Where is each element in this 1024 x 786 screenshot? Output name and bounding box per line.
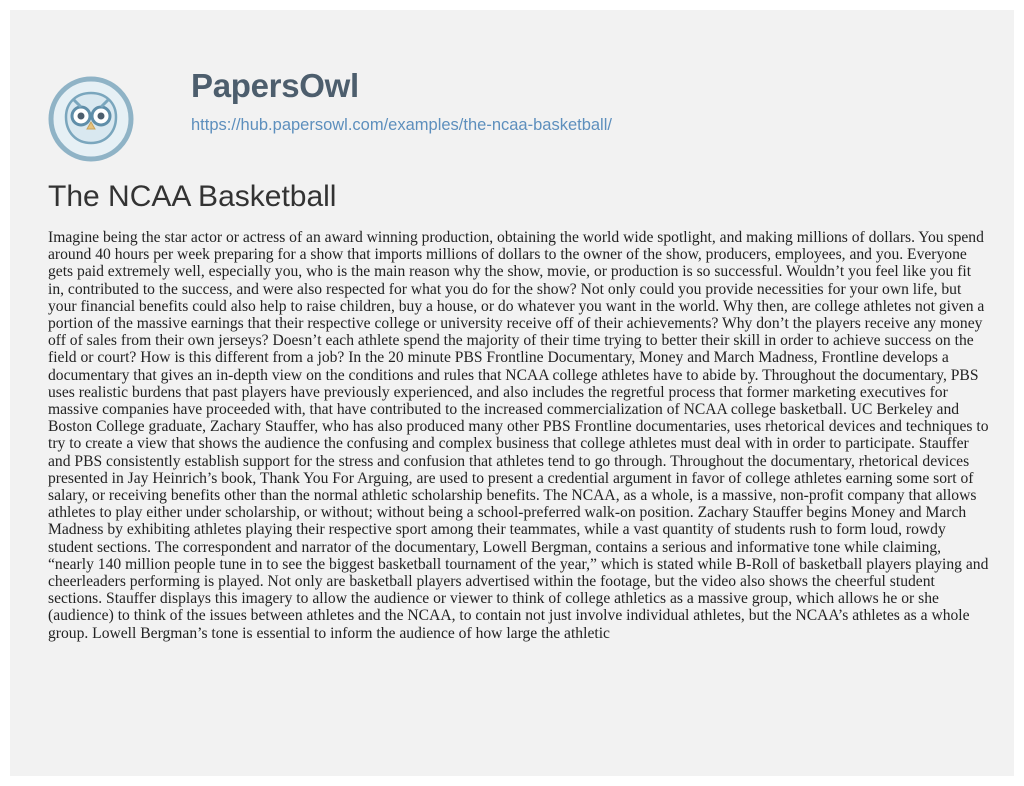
site-header [48,54,988,164]
article-url-link[interactable]: https://hub.papersowl.com/examples/the-ncaa-basketball/ [191,116,612,134]
owl-logo-icon [48,76,134,162]
page-background [10,10,1014,776]
article-title: The NCAA Basketball [48,180,337,213]
brand-name: PapersOwl [191,67,359,104]
article-body: Imagine being the star actor or actress of an award winning production, obtaining the world wide spotlight, and making millions of dollars. You spend around 40 hours per week preparing for a show that imports millions of dollars to the owner of the show, producers, employees, and you. Everyone gets paid extremely well, especially you, who is the main reason why the show, movie, or production is so successful. Wouldn’t you feel like you fit in, contributed to the success, and were also respected for what you do for the show? Not only could you provide necessities for your own life, but your financial benefits could also help to raise children, buy a house, or do whatever you want in the world. Why then, are college athletes not given a portion of the massive earnings that their respective college or university receive off of their achievements? Why don’t the players receive any money off of sales from their own jerseys? Doesn’t each athlete spend the majority of their time trying to better their skill in order to achieve success on the field or court? How is this different from a job? In the 20 minute PBS Frontline Documentary, Money and March Madness, Frontline develops a documentary that gives an in-depth view on the conditions and rules that NCAA college athletes have to abide by. Throughout the documentary, PBS uses realistic burdens that past players have previously experienced, and also includes the regretful process that former marketing executives for massive companies have proceeded with, that have contributed to the increased commercialization of NCAA college basketball. UC Berkeley and Boston College graduate, Zachary Stauffer, who has also produced many other PBS Frontline documentaries, uses rhetorical devices and techniques to try to create a view that shows the audience the confusing and complex business that college athletes must deal with in order to participate. Stauffer and PBS consistently establish support for the stress and confusion that athletes tend to go through. Throughout the documentary, rhetorical devices presented in Jay Heinrich’s book, Thank You For Arguing, are used to present a credential argument in favor of college athletes earning some sort of salary, or receiving benefits other than the normal athletic scholarship benefits. The NCAA, as a whole, is a massive, non-profit company that allows athletes to play either under scholarship, or without; without being a school-preferred walk-on position. Zachary Stauffer begins Money and March Madness by exhibiting athletes playing their respective sport among their teammates, while a vast quantity of students rush to form loud, rowdy student sections. The correspondent and narrator of the documentary, Lowell Bergman, contains a serious and informative tone while claiming, “nearly 140 million people tune in to see the biggest basketball tournament of the year,” which is stated while B-Roll of basketball players playing and cheerleaders performing is played. Not only are basketball players advertised within the footage, but the video also shows the cheerful student sections. Stauffer displays this imagery to allow the audience or viewer to think of college athletics as a massive group, which allows he or she (audience) to think of the issues between athletes and the NCAA, to contain not just involve individual athletes, but the NCAA’s athletes as a whole group. Lowell Bergman’s tone is essential to inform the audience of how large the athletic [48,229,989,642]
